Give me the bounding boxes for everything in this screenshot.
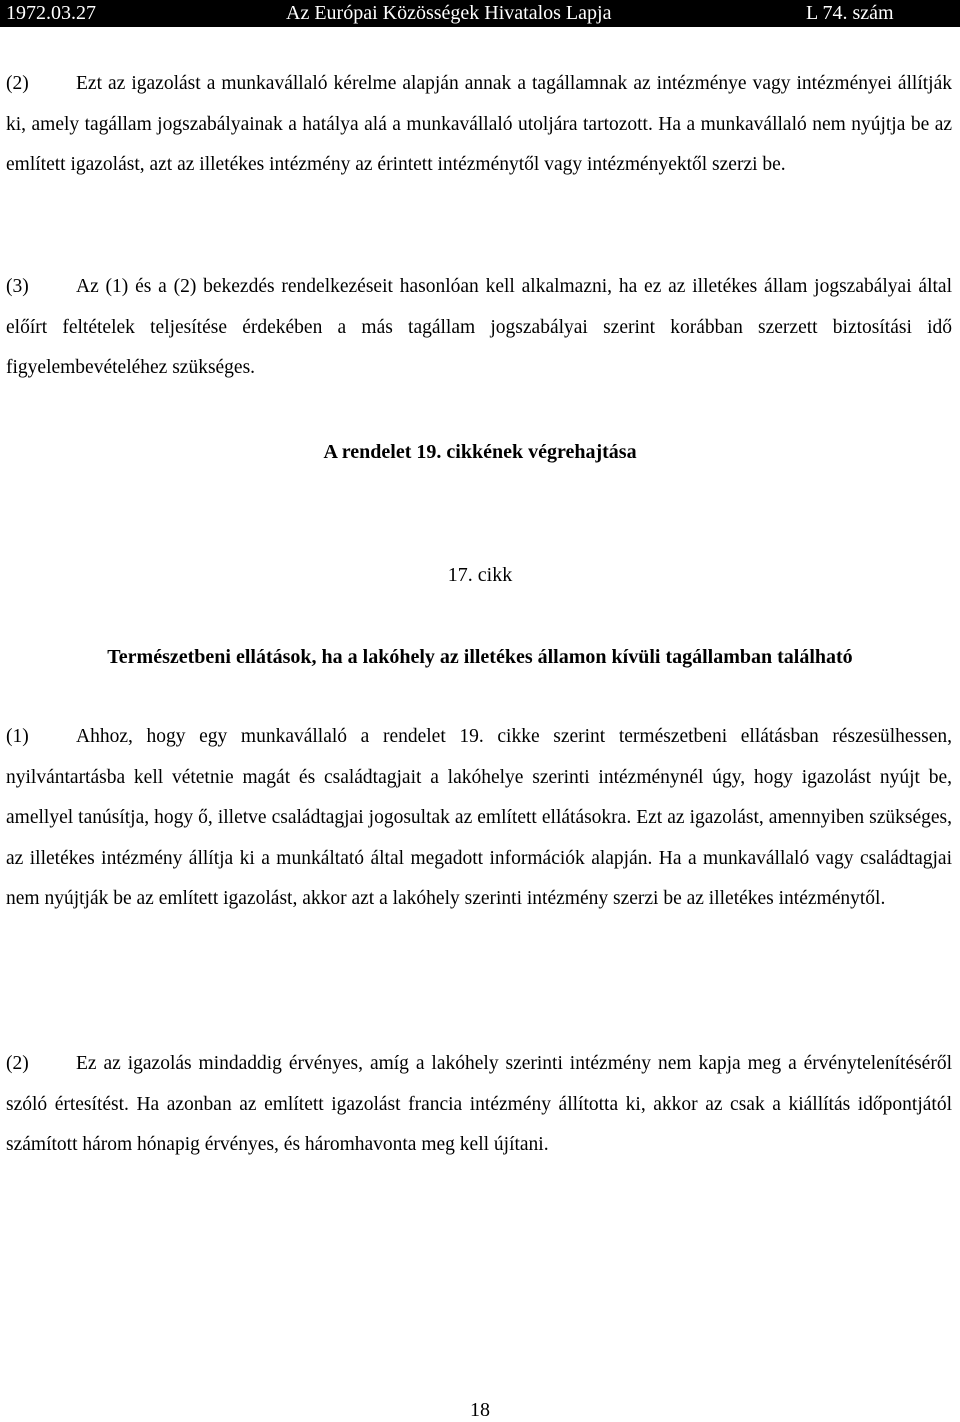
paragraph-number: (2) <box>6 1053 29 1074</box>
paragraph-number: (1) <box>6 726 29 747</box>
paragraph-3 <box>6 267 952 389</box>
publication-date: 1972.03.27 <box>6 2 96 24</box>
paragraph-number: (3) <box>6 276 29 297</box>
issue-number: L 74. szám <box>806 2 894 24</box>
article-paragraph-1 <box>6 717 952 920</box>
publication-title: Az Európai Közösségek Hivatalos Lapja <box>286 2 612 24</box>
paragraph-2 <box>6 64 952 186</box>
page-number: 18 <box>470 1399 490 1421</box>
paragraph-number: (2) <box>6 73 29 94</box>
article-paragraph-2 <box>6 1044 952 1166</box>
paragraph-text: Ezt az igazolást a munkavállaló kérelme alapján annak a tagállamnak az intézménye vagy intézményei állítják ki, amely tagállam jogszabályainak a hatálya alá a munkavállaló utoljára tartozott. Ha a munkavállaló nem nyújtja be az említett igazolást, azt az illetékes intézmény az érintett intézménytől vagy intézményektől szerzi be. <box>6 73 952 176</box>
article-title: Természetbeni ellátások, ha a lakóhely az illetékes államon kívüli tagállamban található <box>107 646 853 668</box>
paragraph-text: Ahhoz, hogy egy munkavállaló a rendelet 19. cikke szerint természetbeni ellátásban részesülhessen, nyilvántartásba kell vétetnie magát és családtagjait a lakóhelye szerinti intézménynél úgy, hogy igazolást nyújt be, amellyel tanúsítja, hogy ő, illetve családtagjai jogosultak az említett ellátásokra. Ezt az igazolást, amennyiben szükséges, az illetékes intézmény állítja ki a munkáltató által megadott információk alapján. Ha a munkavállaló vagy családtagjai nem nyújtják be az említett igazolást, akkor azt a lakóhely szerinti intézmény szerzi be az illetékes intézménytől. <box>6 726 952 910</box>
journal-header <box>0 0 960 27</box>
paragraph-text: Ez az igazolás mindaddig érvényes, amíg a lakóhely szerinti intézmény nem kapja meg a érvénytelenítéséről szóló értesítést. Ha azonban az említett igazolást francia intézmény állította ki, akkor az csak a kiállítás időpontjától számított három hónapig érvényes, és háromhavonta meg kell újítani. <box>6 1053 952 1156</box>
section-title: A rendelet 19. cikkének végrehajtása <box>323 441 637 463</box>
article-number: 17. cikk <box>447 564 513 586</box>
paragraph-text: Az (1) és a (2) bekezdés rendelkezéseit hasonlóan kell alkalmazni, ha ez az illetékes állam jogszabályai által előírt feltételek teljesítése érdekében a más tagállam jogszabályai szerint korábban szerzett biztosítási idő figyelembevételéhez szükséges. <box>6 276 952 379</box>
